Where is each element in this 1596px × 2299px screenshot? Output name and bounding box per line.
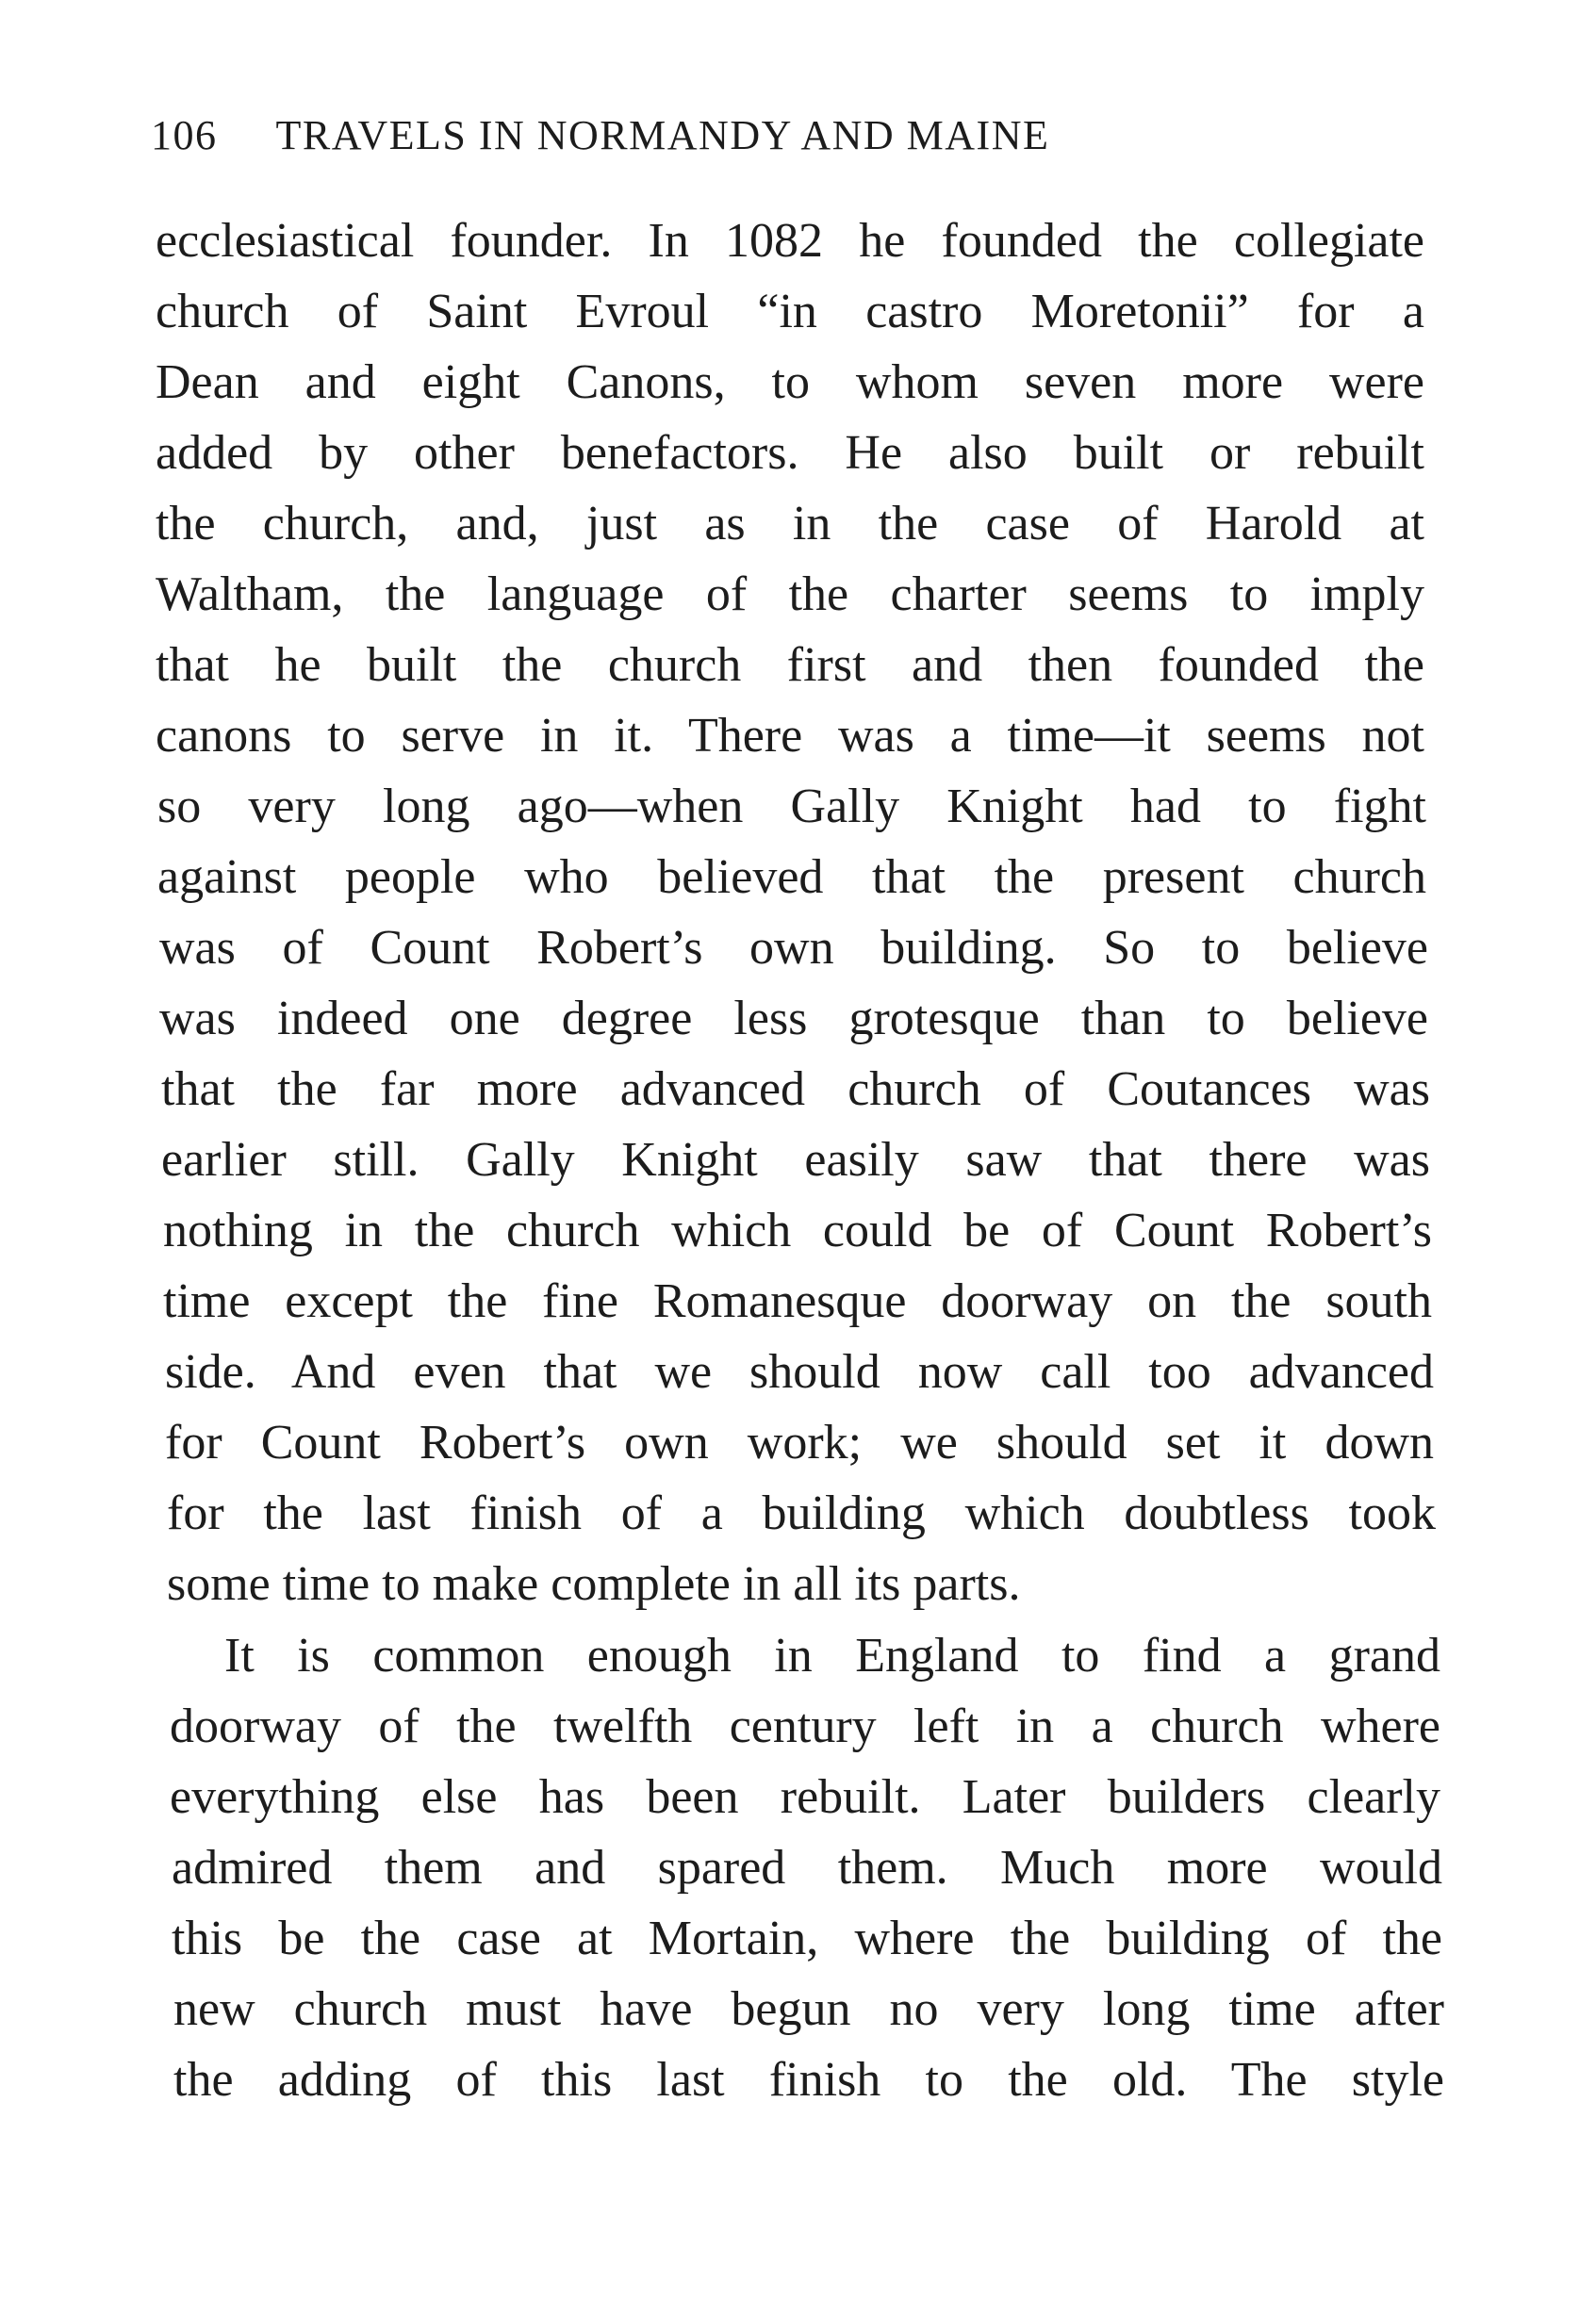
text-line: against people who believed that the present church (157, 850, 1426, 904)
text-line: ecclesiastical founder. In 1082 he founded the collegiate (156, 214, 1424, 268)
text-line: nothing in the church which could be of Count Robert’s (163, 1204, 1432, 1257)
text-line: added by other benefactors. He also built or rebuilt (156, 426, 1424, 480)
text-line: side. And even that we should now call too advanced (165, 1345, 1434, 1399)
text-line: that he built the church first and then founded the (156, 638, 1424, 692)
text-line: canons to serve in it. There was a time—it seems not (156, 709, 1424, 763)
text-line: doorway of the twelfth century left in a church where (170, 1700, 1440, 1753)
text-line: everything else has been rebuilt. Later builders clearly (170, 1770, 1440, 1824)
text-line: Waltham, the language of the charter seems to imply (156, 567, 1424, 621)
text-line: time except the fine Romanesque doorway on the south (163, 1274, 1432, 1328)
text-line: this be the case at Mortain, where the building of the (172, 1912, 1442, 1965)
text-line: It is common enough in England to find a grand (224, 1629, 1440, 1683)
page-number: 106 (151, 112, 218, 158)
text-line: so very long ago—when Gally Knight had to fight (157, 780, 1426, 833)
text-line: for the last finish of a building which doubtless took (167, 1486, 1436, 1540)
text-line: was of Count Robert’s own building. So to believe (159, 921, 1428, 975)
text-line: was indeed one degree less grotesque than to believe (159, 992, 1428, 1045)
text-line: the adding of this last finish to the old. The style (173, 2053, 1444, 2107)
text-line: some time to make complete in all its parts. (167, 1557, 1021, 1611)
text-line: for Count Robert’s own work; we should set it down (165, 1416, 1434, 1470)
running-title: TRAVELS IN NORMANDY AND MAINE (275, 112, 1050, 158)
text-line: new church must have begun no very long time after (173, 1982, 1444, 2036)
text-line: church of Saint Evroul “in castro Moretonii” for a (156, 285, 1424, 338)
running-head (151, 111, 1282, 168)
text-line: that the far more advanced church of Coutances was (161, 1062, 1430, 1116)
text-line: Dean and eight Canons, to whom seven more were (156, 355, 1424, 409)
text-line: earlier still. Gally Knight easily saw that there was (161, 1133, 1430, 1187)
text-line: admired them and spared them. Much more would (172, 1841, 1442, 1895)
text-line: the church, and, just as in the case of Harold at (156, 497, 1424, 550)
